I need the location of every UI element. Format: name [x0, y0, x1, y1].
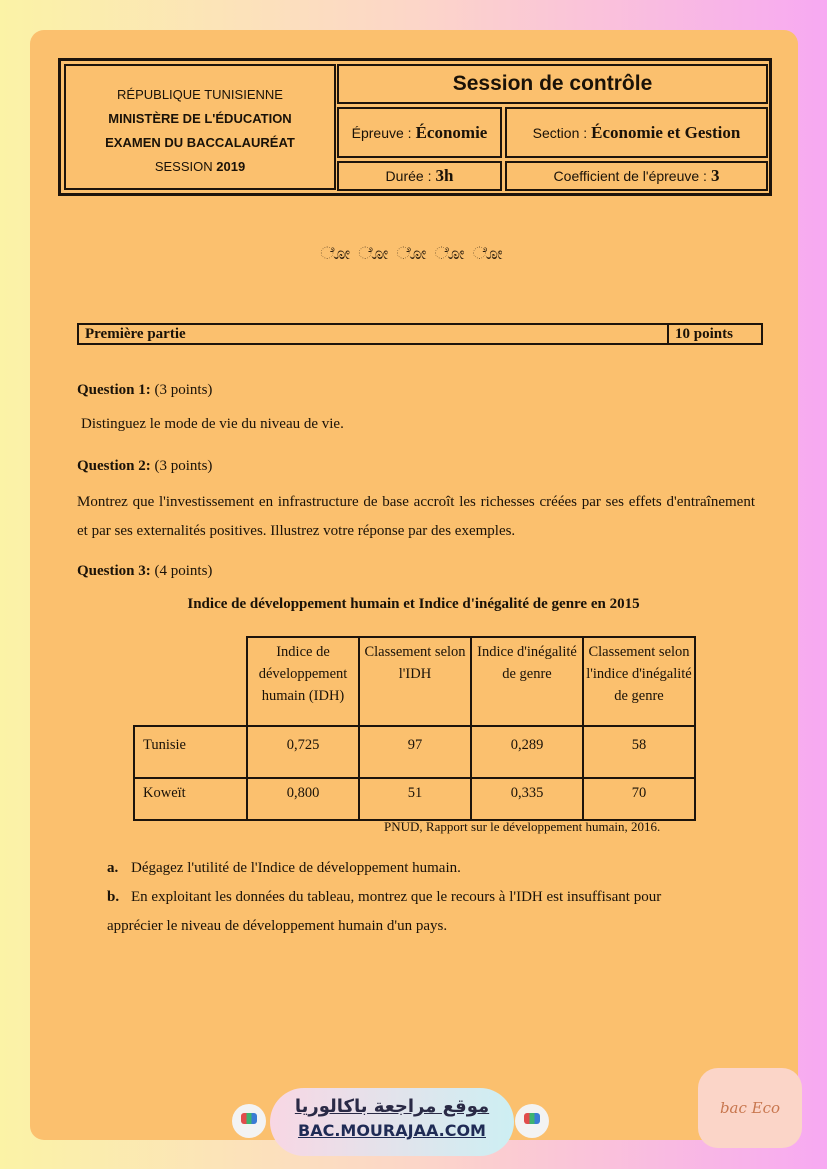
coef-cell: Coefficient de l'épreuve : 3	[505, 161, 768, 191]
question-3-heading: Question 3: (4 points)	[77, 563, 213, 579]
part-title: Première partie	[85, 326, 186, 342]
table-cell: 0,800	[247, 778, 359, 820]
table-country: Koweït	[134, 778, 247, 820]
part-points: 10 points	[667, 325, 761, 343]
table-country: Tunisie	[134, 726, 247, 778]
site-arabic-link[interactable]: موقع مراجعة باكالوريا	[294, 1096, 490, 1117]
sub-question-a: a. Dégagez l'utilité de l'Indice de développement humain.	[107, 860, 461, 876]
table-cell: 0,289	[471, 726, 583, 778]
table-cell: 70	[583, 778, 695, 820]
epreuve-cell: Épreuve : Économie	[337, 107, 502, 158]
question-2-text: Montrez que l'investissement en infrastructure de base accroît les richesses créées par ses effets d'entraînement et par ses externalités positives. Illustrez votre réponse par des exemples.	[77, 494, 755, 539]
table-source: PNUD, Rapport sur le développement humain, 2016.	[384, 819, 661, 834]
exam-name: EXAMEN DU BACCALAURÉAT	[105, 135, 295, 150]
exam-sheet	[30, 30, 798, 1140]
data-table	[133, 636, 696, 821]
table-cell: 51	[359, 778, 471, 820]
site-logo-icon	[515, 1104, 549, 1138]
table-row	[134, 726, 695, 778]
bac-eco-logo: bac Eco	[698, 1068, 802, 1148]
section-cell: Section : Économie et Gestion	[505, 107, 768, 158]
table-cell: 0,335	[471, 778, 583, 820]
question-2-heading: Question 2: (3 points)	[77, 458, 213, 474]
table-header: Indice de développement humain (IDH)	[247, 637, 359, 726]
table-row	[134, 778, 695, 820]
session-line: SESSION 2019	[154, 159, 246, 174]
site-badge[interactable]	[270, 1088, 514, 1156]
sub-question-b: b. En exploitant les données du tableau, montrez que le recours à l'IDH est insuffisant pour apprécier le niveau de développement humain d'un pays.	[107, 889, 662, 934]
site-url-link[interactable]: BAC.MOURAJAA.COM	[298, 1121, 486, 1140]
table-header: Indice d'inégalité de genre	[471, 637, 583, 726]
table-header-row	[134, 637, 695, 726]
table-cell: 0,725	[247, 726, 359, 778]
table-corner	[134, 637, 247, 726]
ministry: MINISTÈRE DE L'ÉDUCATION	[108, 111, 292, 126]
table-cell: 58	[583, 726, 695, 778]
duree-cell: Durée : 3h	[337, 161, 502, 191]
question-1-heading: Question 1: (3 points)	[77, 382, 213, 398]
table-title: Indice de développement humain et Indice d'inégalité de genre en 2015	[187, 596, 640, 612]
ornament-divider: ೋ ೋ ೋ ೋ ೋ	[320, 244, 507, 263]
header-box	[58, 58, 772, 196]
session-type: Session de contrôle	[337, 64, 768, 104]
part-bar	[77, 323, 763, 345]
header-institution	[64, 64, 336, 190]
table-header: Classement selon l'indice d'inégalité de genre	[583, 637, 695, 726]
table-header: Classement selon l'IDH	[359, 637, 471, 726]
site-logo-icon	[232, 1104, 266, 1138]
question-1-text: Distinguez le mode de vie du niveau de vie.	[81, 416, 344, 432]
republic: RÉPUBLIQUE TUNISIENNE	[117, 87, 283, 102]
table-cell: 97	[359, 726, 471, 778]
